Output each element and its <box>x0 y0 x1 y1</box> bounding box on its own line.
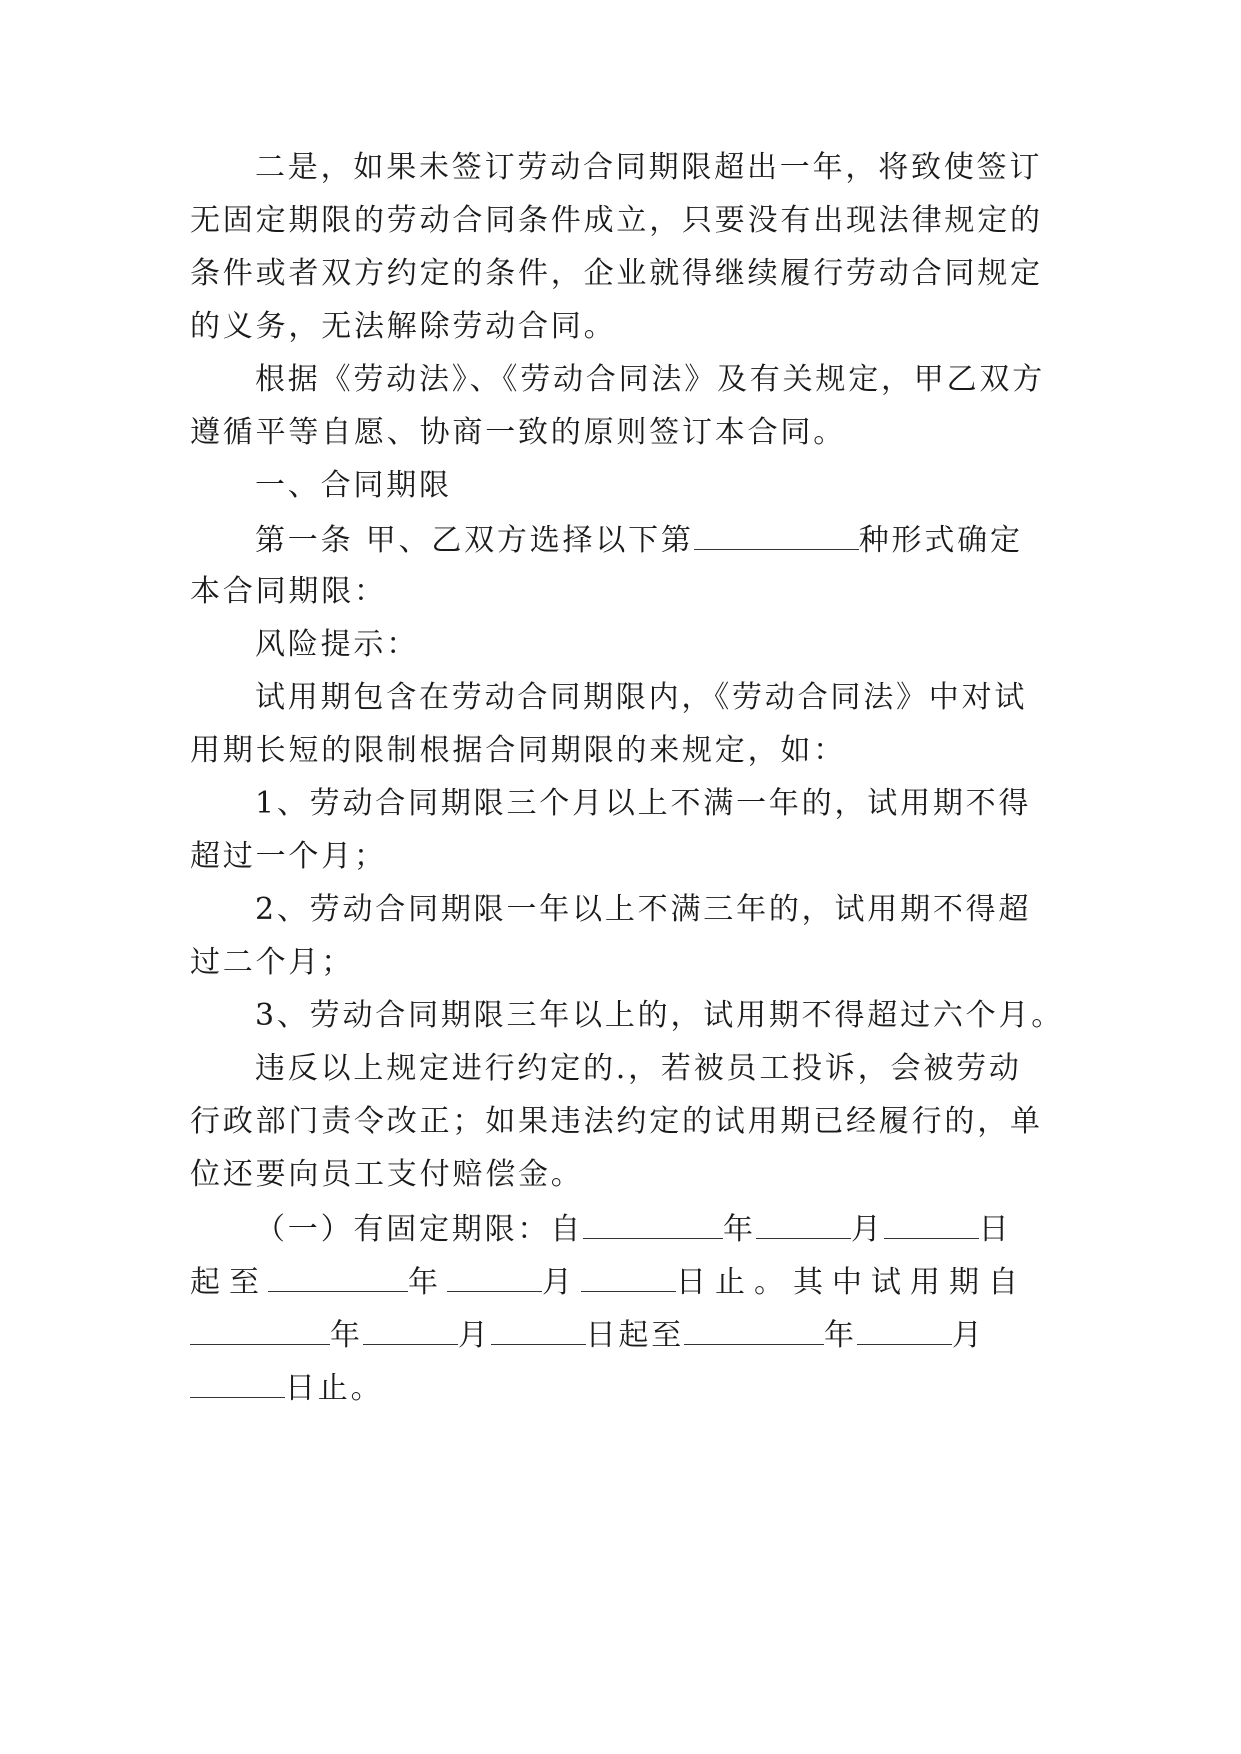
probation-end-year-blank[interactable] <box>684 1314 824 1345</box>
paragraph-line: 的义务，无法解除劳动合同。 <box>190 309 617 344</box>
probation-until-label: 日起至 <box>585 1318 685 1353</box>
probation-intro: 日止。其中试用期自 <box>676 1265 1027 1300</box>
fixed-term-line <box>190 1367 1060 1409</box>
list-item: 3、劳动合同期限三年以上的，试用期不得超过六个月。 <box>255 998 1065 1033</box>
year-label: 年 <box>330 1318 363 1353</box>
list-item: 1、劳动合同期限三个月以上不满一年的，试用期不得 <box>255 786 1032 821</box>
end-month-blank[interactable] <box>447 1261 542 1292</box>
end-year-blank[interactable] <box>268 1261 408 1292</box>
risk-heading: 风险提示： <box>255 627 419 662</box>
probation-start-day-blank[interactable] <box>491 1314 586 1345</box>
paragraph-line: 遵循平等自愿、协商一致的原则签订本合同。 <box>190 415 846 450</box>
start-year-blank[interactable] <box>583 1208 723 1239</box>
fixed-term-line <box>255 1208 1060 1250</box>
paragraph-line: 试用期包含在劳动合同期限内，《劳动合同法》中对试 <box>255 680 1028 715</box>
month-label: 月 <box>951 1318 985 1353</box>
paragraph-line: 用期长短的限制根据合同期限的来规定，如： <box>190 733 846 768</box>
until-label: 起至 <box>190 1265 268 1300</box>
paragraph-line: 违反以上规定进行约定的.，若被员工投诉，会被劳动 <box>255 1051 1022 1086</box>
end-label: 日止。 <box>285 1371 384 1406</box>
paragraph-line: 本合同期限： <box>190 574 387 609</box>
paragraph-line: 二是，如果未签订劳动合同期限超出一年，将致使签订 <box>255 150 1043 185</box>
section-heading: 一、合同期限 <box>255 468 452 503</box>
probation-end-month-blank[interactable] <box>857 1314 952 1345</box>
paragraph-line: 位还要向员工支付赔偿金。 <box>190 1157 584 1192</box>
year-label: 年 <box>408 1265 447 1300</box>
article-text: 种形式确定 <box>858 523 1023 558</box>
list-item-continuation: 过二个月； <box>190 945 354 980</box>
month-label: 月 <box>542 1265 581 1300</box>
year-label: 年 <box>723 1212 756 1247</box>
form-type-blank[interactable] <box>694 519 859 550</box>
end-day-blank[interactable] <box>581 1261 676 1292</box>
year-label: 年 <box>824 1318 857 1353</box>
month-label: 月 <box>850 1212 884 1247</box>
paragraph-line: 根据《劳动法》、《劳动合同法》及有关规定，甲乙双方 <box>255 362 1045 397</box>
probation-start-year-blank[interactable] <box>190 1314 330 1345</box>
start-month-blank[interactable] <box>756 1208 851 1239</box>
paragraph-line: 条件或者双方约定的条件，企业就得继续履行劳动合同规定 <box>190 256 1043 291</box>
probation-end-day-blank[interactable] <box>190 1367 285 1398</box>
article-line <box>255 519 1060 561</box>
paragraph-line: 行政部门责令改正；如果违法约定的试用期已经履行的，单 <box>190 1104 1043 1139</box>
day-label: 日 <box>978 1212 1012 1247</box>
fixed-term-label: （一）有固定期限：自 <box>255 1212 583 1247</box>
list-item: 2、劳动合同期限一年以上不满三年的，试用期不得超 <box>255 892 1032 927</box>
paragraph-line: 无固定期限的劳动合同条件成立，只要没有出现法律规定的 <box>190 203 1043 238</box>
article-text: 第一条 甲、乙双方选择以下第 <box>255 523 694 558</box>
list-item-continuation: 超过一个月； <box>190 839 387 874</box>
start-day-blank[interactable] <box>884 1208 979 1239</box>
fixed-term-line <box>190 1261 1060 1303</box>
probation-start-month-blank[interactable] <box>363 1314 458 1345</box>
fixed-term-line <box>190 1314 1060 1356</box>
month-label: 月 <box>457 1318 491 1353</box>
